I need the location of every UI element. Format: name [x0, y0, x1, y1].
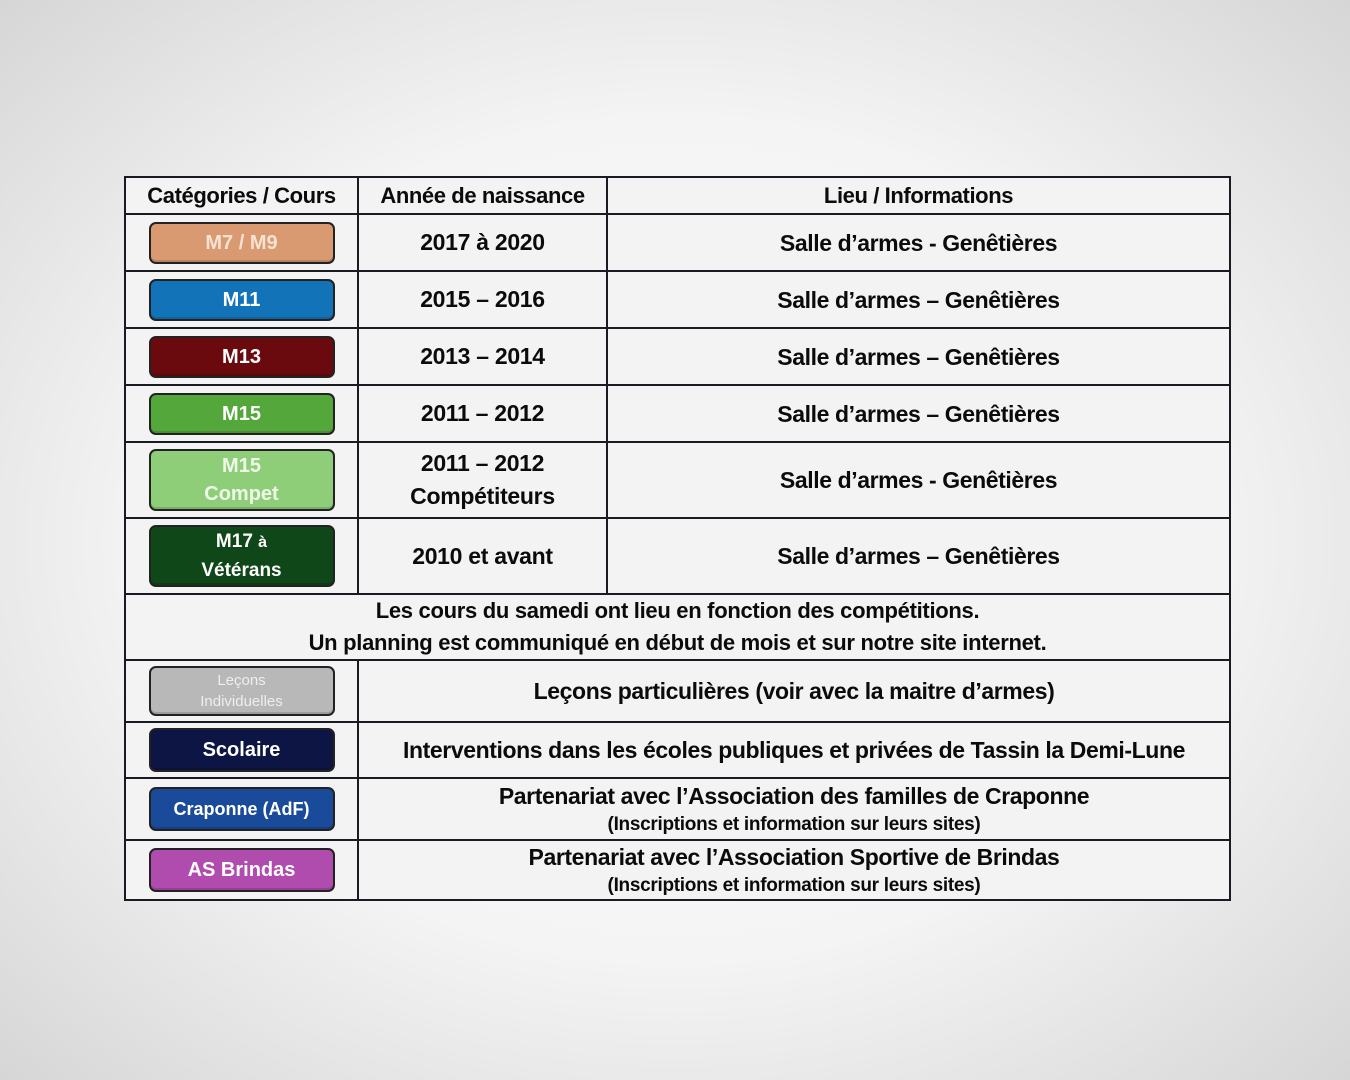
badge-line: Compet	[204, 483, 279, 505]
birth-year: 2015 – 2016	[358, 271, 607, 328]
birth-year-note: Compétiteurs	[410, 483, 555, 509]
table-row	[125, 518, 1230, 594]
birth-year	[358, 442, 607, 518]
note-row	[125, 594, 1230, 660]
lesson-info: Leçons particulières (voir avec la maitre d’armes)	[358, 660, 1230, 722]
category-badge-lecons	[149, 666, 335, 716]
note-line: Les cours du samedi ont lieu en fonction des compétitions.	[375, 598, 980, 623]
location-info: Salle d’armes – Genêtières	[607, 328, 1230, 385]
birth-year: 2010 et avant	[358, 518, 607, 594]
header-row	[125, 177, 1230, 214]
partner-title: Partenariat avec l’Association des familles de Craponne	[498, 783, 1090, 809]
school-info: Interventions dans les écoles publiques et privées de Tassin la Demi-Lune	[358, 722, 1230, 778]
table-row	[125, 840, 1230, 900]
birth-year: 2013 – 2014	[358, 328, 607, 385]
badge-line: Leçons	[217, 672, 266, 689]
partner-info	[358, 840, 1230, 900]
badge-line: Individuelles	[200, 693, 283, 710]
schedule-table	[124, 176, 1231, 901]
badge-line-main: M17	[215, 530, 253, 552]
birth-year-range: 2011 – 2012	[420, 450, 545, 476]
category-badge-m15: M15	[149, 393, 335, 435]
partner-subtitle: (Inscriptions et information sur leurs sites)	[607, 875, 981, 896]
table-row	[125, 442, 1230, 518]
birth-year: 2011 – 2012	[358, 385, 607, 442]
category-badge-m15-compet	[149, 449, 335, 511]
partner-title: Partenariat avec l’Association Sportive de Brindas	[528, 844, 1060, 870]
table-row	[125, 660, 1230, 722]
badge-line: M15	[222, 455, 261, 477]
saturday-note	[125, 594, 1230, 660]
category-badge-m17-veterans	[149, 525, 335, 587]
table-row	[125, 214, 1230, 271]
header-info: Lieu / Informations	[607, 177, 1230, 214]
category-badge-scolaire: Scolaire	[149, 728, 335, 772]
table-row	[125, 385, 1230, 442]
category-badge-m7-m9: M7 / M9	[149, 222, 335, 264]
location-info: Salle d’armes - Genêtières	[607, 442, 1230, 518]
table-row	[125, 328, 1230, 385]
location-info: Salle d’armes – Genêtières	[607, 271, 1230, 328]
table-row	[125, 722, 1230, 778]
header-year: Année de naissance	[358, 177, 607, 214]
location-info: Salle d’armes - Genêtières	[607, 214, 1230, 271]
note-line: Un planning est communiqué en début de mois et sur notre site internet.	[308, 630, 1047, 655]
table-row	[125, 271, 1230, 328]
category-badge-m13: M13	[149, 336, 335, 378]
badge-line	[216, 528, 267, 557]
badge-line: Vétérans	[201, 559, 282, 581]
header-category: Catégories / Cours	[125, 177, 358, 214]
table-row	[125, 778, 1230, 840]
location-info: Salle d’armes – Genêtières	[607, 518, 1230, 594]
location-info: Salle d’armes – Genêtières	[607, 385, 1230, 442]
category-badge-brindas: AS Brindas	[149, 848, 335, 892]
badge-line-suffix: à	[258, 533, 268, 551]
partner-info	[358, 778, 1230, 840]
category-badge-m11: M11	[149, 279, 335, 321]
partner-subtitle: (Inscriptions et information sur leurs sites)	[607, 814, 981, 835]
category-badge-craponne: Craponne (AdF)	[149, 787, 335, 831]
birth-year: 2017 à 2020	[358, 214, 607, 271]
